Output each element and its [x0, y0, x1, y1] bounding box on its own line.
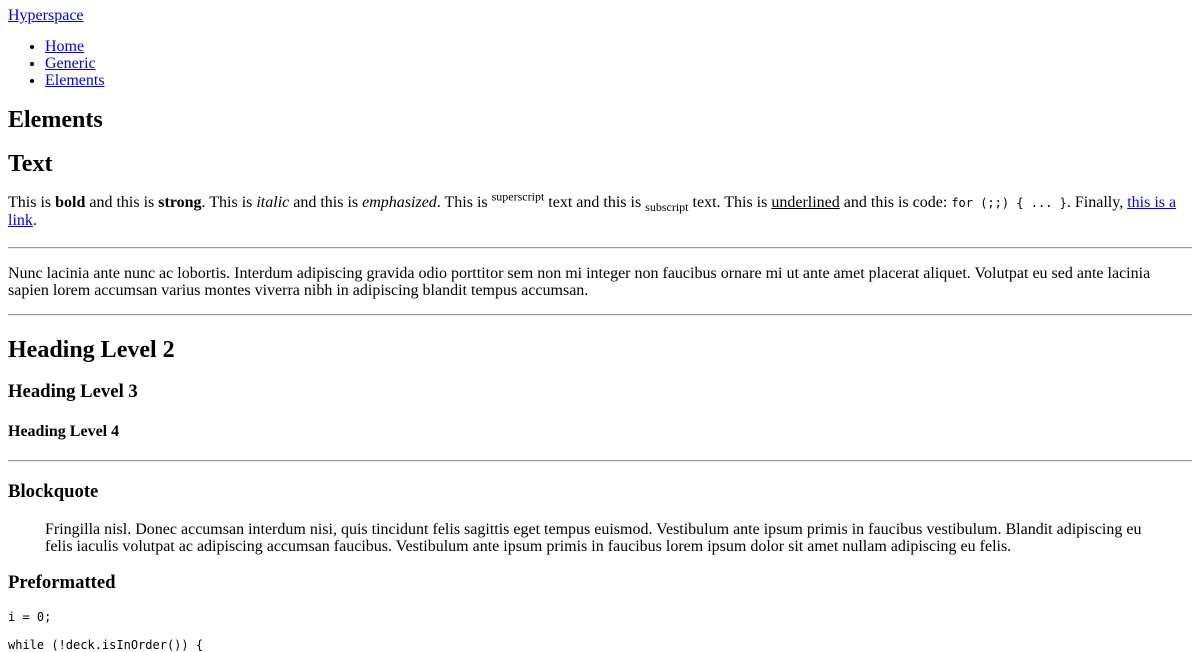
nav-link-generic[interactable]: Generic [45, 55, 96, 73]
heading-level-2: Heading Level 2 [8, 337, 175, 364]
heading-level-3: Heading Level 3 [8, 381, 138, 403]
bold-text: bold [55, 194, 86, 212]
preformatted-heading: Preformatted [8, 572, 116, 594]
nav-list [8, 38, 1192, 89]
text-run: . This is [201, 194, 257, 212]
main-nav [8, 38, 1192, 89]
text-sample-paragraph [8, 190, 1192, 230]
divider [8, 247, 1192, 249]
preformatted-code: i = 0; while (!deck.isInOrder()) { [8, 610, 204, 652]
text-run: and this is [85, 194, 159, 212]
page-title: Elements [8, 107, 103, 134]
nav-link-home[interactable]: Home [45, 38, 85, 56]
subscript-text: subscript [645, 200, 689, 215]
brand-link[interactable]: Hyperspace [8, 7, 84, 24]
text-run: This is [8, 194, 56, 212]
nav-link-elements[interactable]: Elements [45, 72, 105, 90]
main-content [8, 106, 1192, 652]
text-run: and this is code: [839, 194, 952, 212]
text-section-heading: Text [8, 151, 53, 178]
text-run: text and this is [544, 194, 646, 212]
superscript-text: superscript [491, 190, 545, 205]
text-run: . Finally, [1066, 194, 1128, 212]
text-run: . This is [436, 194, 492, 212]
inline-code: for (;;) { ... } [951, 196, 1067, 211]
site-header [8, 0, 1192, 25]
text-run: . [32, 212, 37, 230]
nav-item-generic [45, 55, 1192, 72]
blockquote: Fringilla nisl. Donec accumsan interdum nisi, quis tincidunt felis sagittis eget tempus euismod. Vestibulum ante ipsum primis in faucibus vestibulum. Blandit adipiscing eu felis iaculis volutpat ac adipiscing accumsan faucibus. Vestibulum ante ipsum primis in faucibus lorem ipsum dolor sit amet nullam adipiscing eu felis. [45, 521, 1142, 556]
heading-level-4: Heading Level 4 [8, 423, 120, 441]
nav-item-elements [45, 72, 1192, 89]
emphasized-text: emphasized [362, 194, 437, 212]
strong-text: strong [158, 194, 202, 212]
divider [8, 314, 1192, 316]
text-run: text. This is [688, 194, 772, 212]
lorem-paragraph: Nunc lacinia ante nunc ac lobortis. Interdum adipiscing gravida odio porttitor sem non mi integer non faucibus ornare mi ut ante amet placerat aliquet. Volutpat eu sed ante lacinia sapien lorem accumsan varius montes viverra nibh in adipiscing blandit tempus accumsan. [8, 265, 1151, 300]
divider [8, 460, 1192, 462]
nav-item-home [45, 38, 1192, 55]
italic-text: italic [256, 194, 290, 212]
blockquote-heading: Blockquote [8, 481, 99, 503]
sample-link[interactable]: this is a link [8, 194, 1177, 230]
text-run: and this is [289, 194, 363, 212]
underlined-text: underlined [771, 194, 840, 212]
